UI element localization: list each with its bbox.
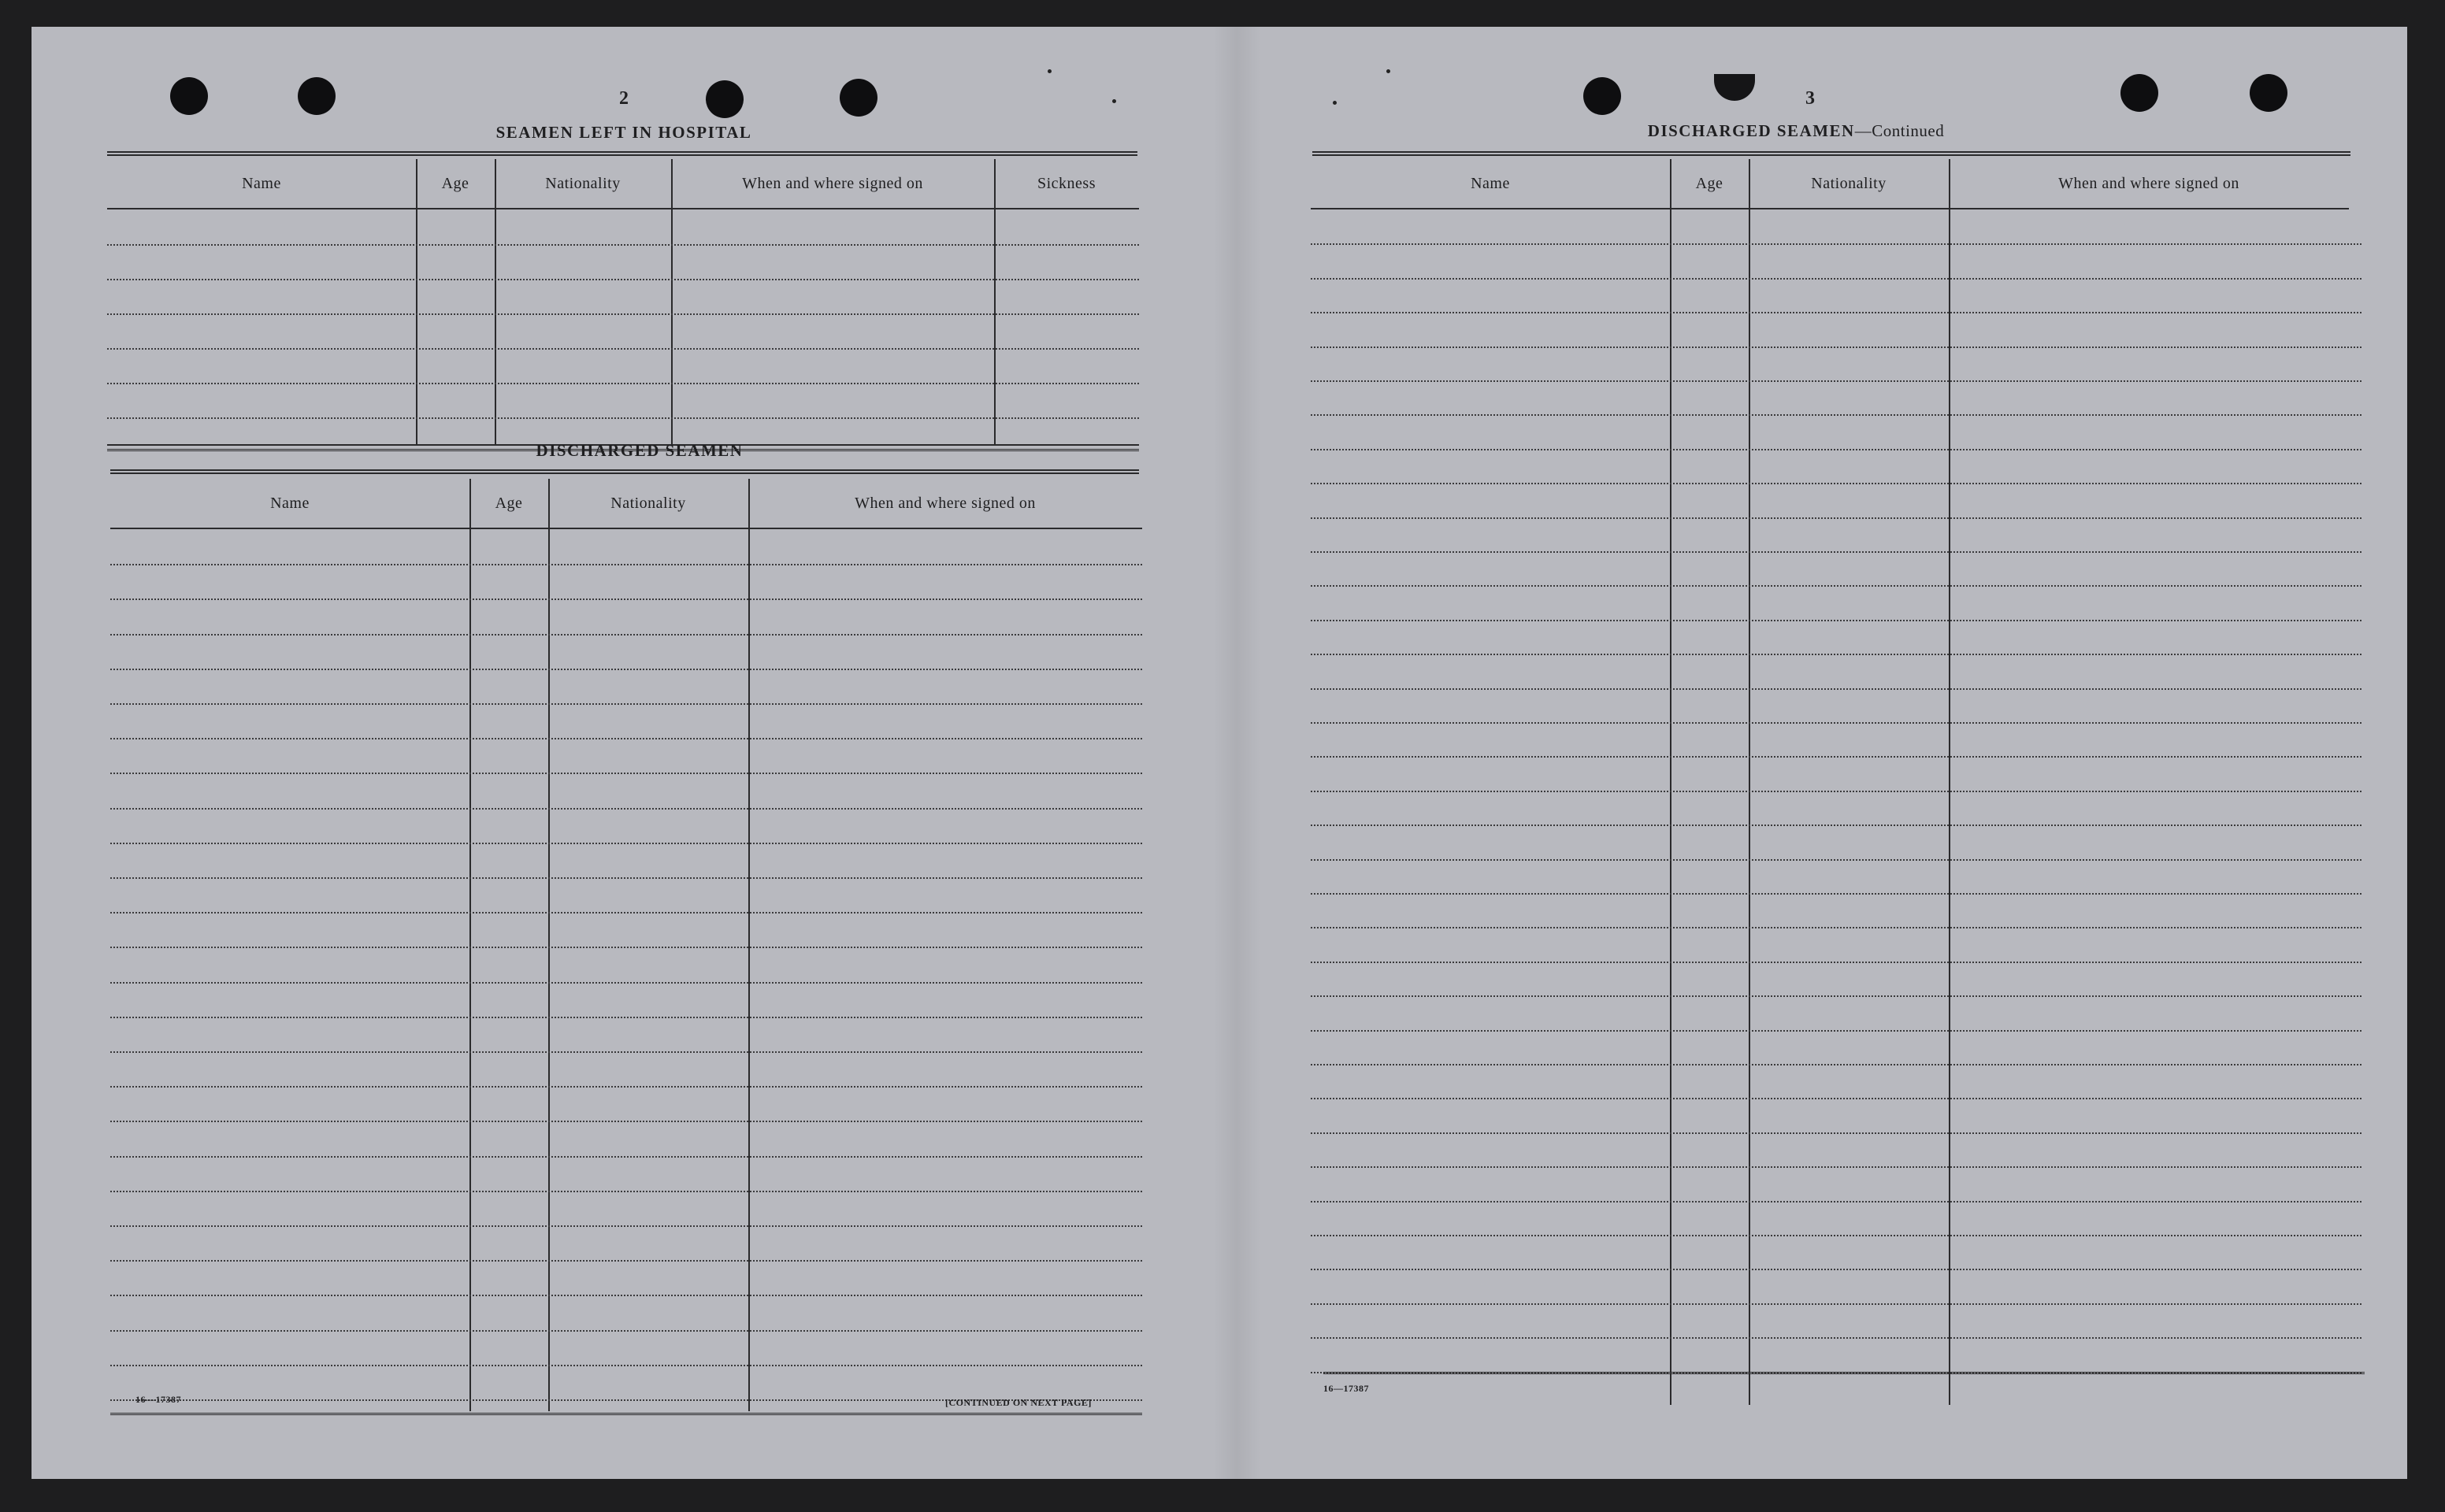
table-row — [1311, 722, 2362, 758]
discharged-table-left — [110, 479, 1142, 1416]
table-row — [1311, 1030, 2362, 1065]
table-row — [1311, 1235, 2362, 1270]
center-fold — [1213, 27, 1260, 1479]
table-row — [110, 564, 1142, 600]
table-row — [1311, 449, 2362, 484]
discharged-table-right — [1311, 159, 2362, 1408]
table-row — [107, 383, 1139, 419]
col-header-nationality: Nationality — [610, 494, 686, 512]
ledger-sheet — [32, 27, 2407, 1479]
paper-speck — [1333, 101, 1337, 105]
col-header-nationality: Nationality — [1811, 174, 1887, 192]
table-row — [110, 843, 1142, 879]
table-row — [110, 947, 1142, 983]
table-row — [1311, 243, 2362, 279]
table-row — [107, 348, 1139, 384]
punch-hole — [170, 77, 208, 115]
table-row — [110, 529, 1142, 565]
table-row — [1311, 585, 2362, 621]
punch-hole — [2120, 74, 2158, 112]
title-main: DISCHARGED SEAMEN — [1647, 121, 1855, 140]
table-row — [1311, 791, 2362, 826]
col-header-age: Age — [495, 494, 523, 512]
table-row — [110, 808, 1142, 844]
table-row — [1311, 209, 2362, 245]
table-row — [110, 877, 1142, 914]
table-row — [110, 1121, 1142, 1157]
punch-hole — [840, 79, 877, 117]
page-number-left: 2 — [619, 88, 629, 109]
punch-hole — [298, 77, 336, 115]
punch-hole — [1583, 77, 1621, 115]
table-row — [110, 738, 1142, 774]
table-row — [1311, 1303, 2362, 1339]
col-header-age: Age — [441, 174, 469, 192]
table-row — [1311, 278, 2362, 313]
punch-hole — [2250, 74, 2287, 112]
table-row — [1311, 312, 2362, 347]
right-bottom-rule — [1323, 1372, 2365, 1374]
table-row — [1311, 1098, 2362, 1133]
table-row — [1311, 859, 2362, 895]
table-row — [1311, 414, 2362, 450]
table-row — [107, 209, 1139, 246]
table-row — [110, 1156, 1142, 1192]
table-row — [1311, 551, 2362, 587]
continued-note: [CONTINUED ON NEXT PAGE] — [945, 1397, 1092, 1408]
table-row — [1311, 1269, 2362, 1304]
table-row — [1311, 620, 2362, 655]
table-row — [110, 1365, 1142, 1401]
table-row — [110, 982, 1142, 1018]
table-row — [1311, 893, 2362, 928]
table-row — [110, 912, 1142, 948]
table-row — [110, 634, 1142, 670]
table-row — [1311, 654, 2362, 689]
form-number-left: 16—17387 — [135, 1394, 181, 1405]
table-row — [1311, 380, 2362, 416]
table-row — [1311, 1064, 2362, 1099]
col-header-name: Name — [1471, 174, 1510, 192]
right-top-rule — [1312, 151, 2350, 156]
table-row — [1311, 995, 2362, 1031]
discharged-top-rule — [110, 469, 1139, 474]
col-header-sickness: Sickness — [1037, 174, 1096, 192]
col-header-age: Age — [1695, 174, 1723, 192]
paper-speck — [1386, 69, 1390, 73]
table-row — [1311, 1132, 2362, 1168]
discharged-continued-title — [1648, 121, 1944, 141]
col-header-name: Name — [242, 174, 281, 192]
table-row — [1311, 825, 2362, 860]
col-header-name: Name — [270, 494, 310, 512]
table-row — [1311, 346, 2362, 382]
table-row — [110, 1191, 1142, 1227]
paper-speck — [1048, 69, 1052, 73]
table-row — [1311, 688, 2362, 724]
col-header-nationality: Nationality — [545, 174, 621, 192]
table-row — [107, 244, 1139, 280]
table-row — [107, 279, 1139, 315]
hospital-table — [107, 159, 1139, 449]
table-row — [110, 1330, 1142, 1366]
table-row — [1311, 1166, 2362, 1202]
table-row — [110, 1086, 1142, 1122]
table-row — [110, 773, 1142, 809]
form-number-right: 16—17387 — [1323, 1383, 1369, 1394]
col-header-signed-on: When and where signed on — [855, 494, 1036, 512]
table-row — [1311, 517, 2362, 553]
table-row — [1311, 756, 2362, 791]
title-suffix: —Continued — [1854, 121, 1945, 140]
hospital-top-rule — [107, 151, 1137, 156]
table-row — [1311, 1201, 2362, 1236]
table-row — [110, 1017, 1142, 1053]
table-row — [110, 669, 1142, 705]
table-row — [110, 598, 1142, 635]
table-row — [110, 1295, 1142, 1331]
table-row — [1311, 1337, 2362, 1373]
table-row — [110, 1225, 1142, 1262]
table-row — [1311, 927, 2362, 962]
table-row — [1311, 483, 2362, 518]
table-row — [110, 1051, 1142, 1088]
table-row — [1311, 962, 2362, 997]
table-row — [110, 703, 1142, 739]
col-header-signed-on: When and where signed on — [2058, 174, 2239, 192]
punch-hole — [706, 80, 744, 118]
discharged-bottom-rule — [110, 1413, 1142, 1415]
paper-speck — [1112, 99, 1116, 103]
col-header-signed-on: When and where signed on — [742, 174, 923, 192]
punch-hole — [1714, 74, 1755, 101]
table-row — [107, 313, 1139, 350]
discharged-section-title: DISCHARGED SEAMEN — [536, 441, 744, 460]
table-row — [110, 1260, 1142, 1296]
page-number-right: 3 — [1805, 88, 1815, 109]
hospital-section-title: SEAMEN LEFT IN HOSPITAL — [495, 123, 752, 142]
